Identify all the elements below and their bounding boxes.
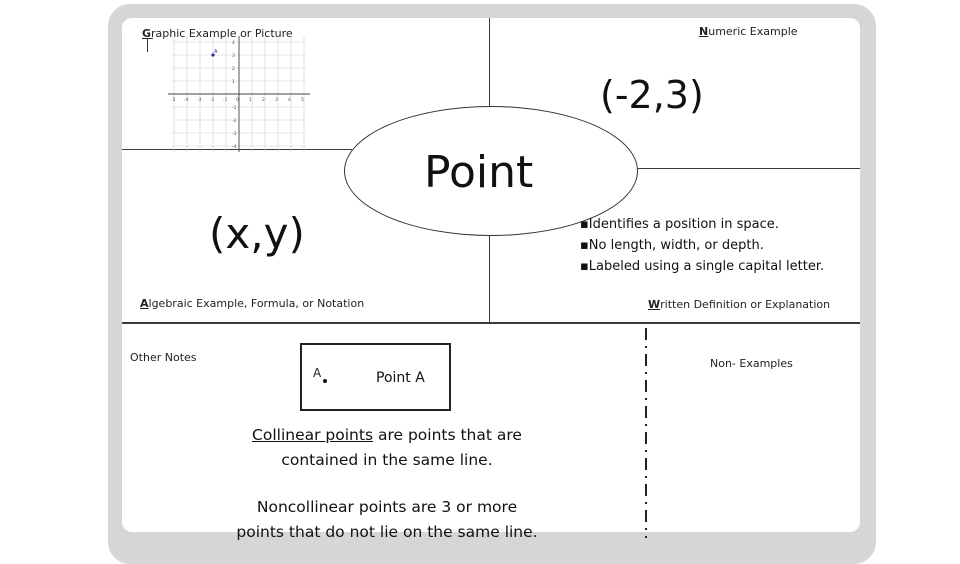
- coordinate-graph: [164, 36, 314, 152]
- numeric-label: Numeric Example: [699, 25, 798, 38]
- center-word: Point: [424, 147, 534, 198]
- definition-list: [580, 214, 824, 277]
- x-tick-label: 0: [236, 98, 239, 103]
- upper-right-divider: [634, 168, 860, 169]
- x-tick-label: -4: [184, 98, 189, 103]
- y-tick-label: 3: [232, 54, 235, 59]
- non-examples-label: Non- Examples: [710, 357, 793, 370]
- numeric-example: (-2,3): [600, 73, 704, 117]
- x-tick-label: -3: [197, 98, 202, 103]
- graph-point-label: A: [214, 49, 218, 55]
- x-tick-label: 5: [301, 98, 304, 103]
- noncollinear-note: Noncollinear points are 3 or more points that do not lie on the same line.: [236, 498, 538, 541]
- y-tick-label: -4: [232, 145, 237, 150]
- x-tick-label: -1: [223, 98, 228, 103]
- y-tick-label: -1: [232, 106, 237, 111]
- point-caption: Point A: [376, 370, 425, 386]
- x-tick-label: 4: [288, 98, 291, 103]
- point-a-box: [300, 343, 451, 411]
- definition-item: ▪Identifies a position in space.: [580, 217, 779, 232]
- y-tick-label: 4: [232, 41, 235, 46]
- y-tick-label: 1: [232, 80, 235, 85]
- graphic-label: Graphic Example or Picture: [142, 27, 293, 40]
- x-tick-label: 1: [249, 98, 252, 103]
- written-label: Written Definition or Explanation: [648, 298, 831, 311]
- definition-item: ▪No length, width, or depth.: [580, 238, 764, 253]
- algebraic-label: Algebraic Example, Formula, or Notation: [140, 297, 365, 310]
- section-divider: [122, 322, 860, 324]
- x-tick-label: -5: [171, 98, 176, 103]
- collinear-note: Collinear points are points that are contained in the same line.: [252, 426, 522, 469]
- y-tick-label: -2: [232, 119, 237, 124]
- definition-item: ▪Labeled using a single capital letter.: [580, 259, 825, 274]
- y-tick-label: -3: [232, 132, 237, 137]
- point-dot: [323, 379, 327, 383]
- algebraic-example: (x,y): [209, 209, 305, 258]
- collinear-term: Collinear points: [252, 426, 374, 444]
- other-notes-label: Other Notes: [130, 351, 197, 364]
- y-tick-label: 2: [232, 67, 235, 72]
- non-examples-divider: [645, 328, 647, 538]
- x-tick-label: 2: [262, 98, 265, 103]
- graph-grid: [168, 36, 310, 152]
- x-tick-label: 3: [275, 98, 278, 103]
- x-tick-label: -2: [210, 98, 215, 103]
- cursor-mark: [147, 38, 153, 52]
- point-letter: A: [313, 366, 322, 380]
